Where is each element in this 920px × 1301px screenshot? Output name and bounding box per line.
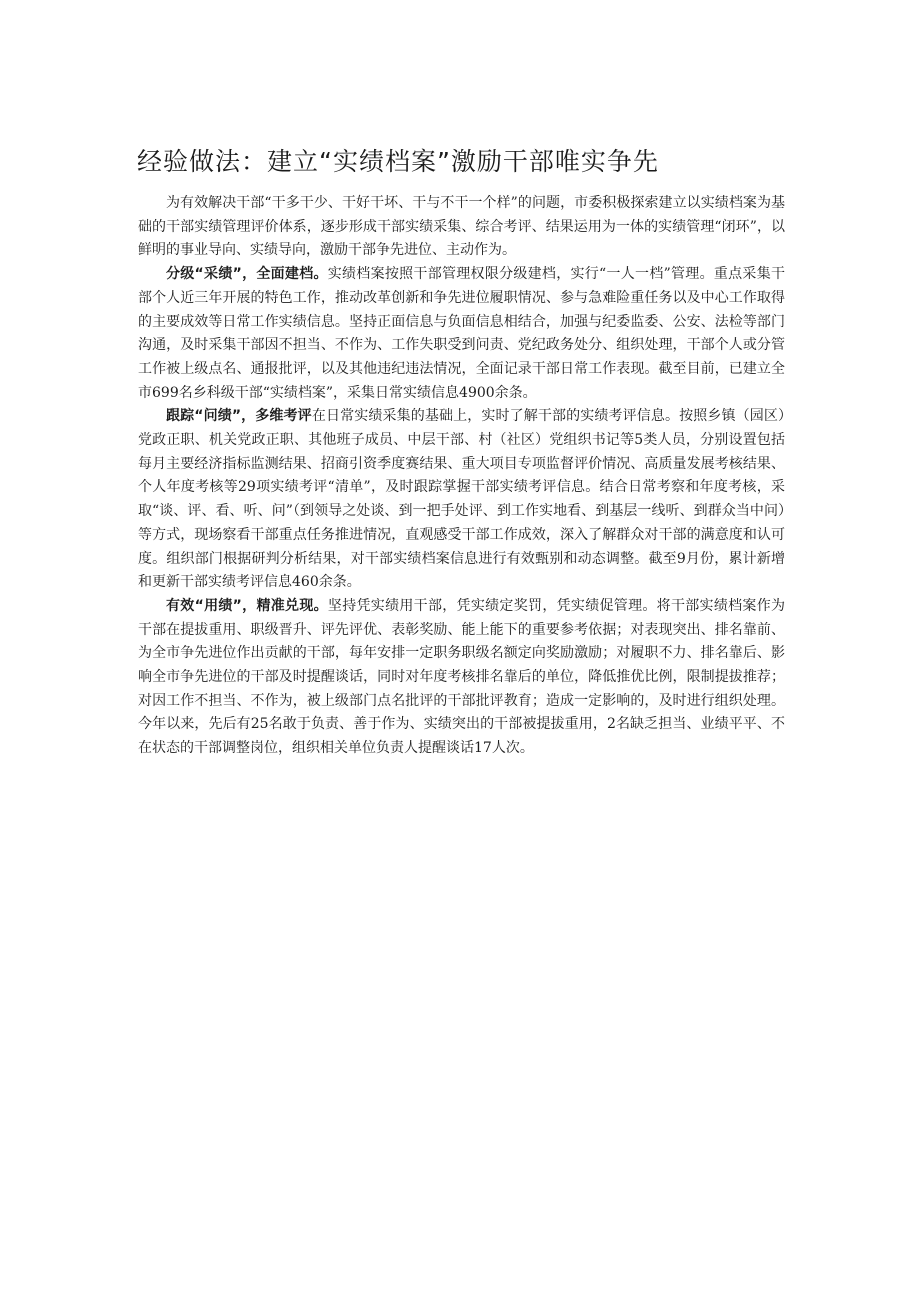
paragraph-use [138, 595, 785, 761]
paragraph-lead: 有效“用绩”，精准兑现。 [166, 597, 328, 614]
paragraph-track [138, 405, 785, 595]
paragraph-lead: 分级“采绩”，全面建档。 [166, 266, 328, 283]
paragraph-intro [138, 192, 785, 263]
paragraph-text: 实绩档案按照干部管理权限分级建档，实行“一人一档”管理。重点采集干部个人近三年开展的特色工作，推动改革创新和争先进位履职情况、参与急难险重任务以及中心工作取得的主要成效等日常工作实绩信息。坚持正面信息与负面信息相结合，加强与纪委监委、公安、法检等部门沟通，及时采集干部因不担当、不作为、工作失职受到问责、党纪政务处分、组织处理，干部个人或分管工作被上级点名、通报批评，以及其他违纪违法情况，全面记录干部日常工作表现。截至目前，已建立全市699名乡科级干部“实绩档案”，采集日常实绩信息4900余条。 [138, 266, 785, 401]
paragraph-text: 在日常实绩采集的基础上，实时了解干部的实绩考评信息。按照乡镇（园区）党政正职、机关党政正职、其他班子成员、中层干部、村（社区）党组织书记等5类人员，分别设置包括每月主要经济指标监测结果、招商引资季度赛结果、重大项目专项监督评价情况、高质量发展考核结果、个人年度考核等29项实绩考评“清单”，及时跟踪掌握干部实绩考评信息。结合日常考察和年度考核，采取“谈、评、看、听、问”（到领导之处谈、到一把手处评、到工作实地看、到基层一线听、到群众当中问）等方式，现场察看干部重点任务推进情况，直观感受干部工作成效，深入了解群众对干部的满意度和认可度。组织部门根据研判分析结果，对干部实绩档案信息进行有效甄别和动态调整。截至9月份，累计新增和更新干部实绩考评信息460余条。 [138, 408, 786, 591]
document-body [138, 192, 785, 761]
paragraph-lead: 跟踪“问绩”，多维考评 [166, 408, 312, 425]
paragraph-text: 坚持凭实绩用干部，凭实绩定奖罚，凭实绩促管理。将干部实绩档案作为干部在提拔重用、职级晋升、评先评优、表彰奖励、能上能下的重要参考依据；对表现突出、排名靠前、为全市争先进位作出贡献的干部，每年安排一定职务职级名额定向奖励激励；对履职不力、排名靠后、影响全市争先进位的干部及时提醒谈话，同时对年度考核排名靠后的单位，降低推优比例，限制提拔推荐；对因工作不担当、不作为，被上级部门点名批评的干部批评教育；造成一定影响的，及时进行组织处理。今年以来，先后有25名敢于负责、善于作为、实绩突出的干部被提拔重用，2名缺乏担当、业绩平平、不在状态的干部调整岗位，组织相关单位负责人提醒谈话17人次。 [138, 597, 785, 757]
paragraph-text: 为有效解决干部“干多干少、干好干坏、干与不干一个样”的问题，市委积极探索建立以实绩档案为基础的干部实绩管理评价体系，逐步形成干部实绩采集、综合考评、结果运用为一体的实绩管理“闭环”，以鲜明的事业导向、实绩导向，激励干部争先进位、主动作为。 [138, 195, 785, 259]
document-title: 经验做法：建立“实绩档案”激励干部唯实争先 [137, 147, 659, 176]
paragraph-collect [138, 263, 785, 405]
